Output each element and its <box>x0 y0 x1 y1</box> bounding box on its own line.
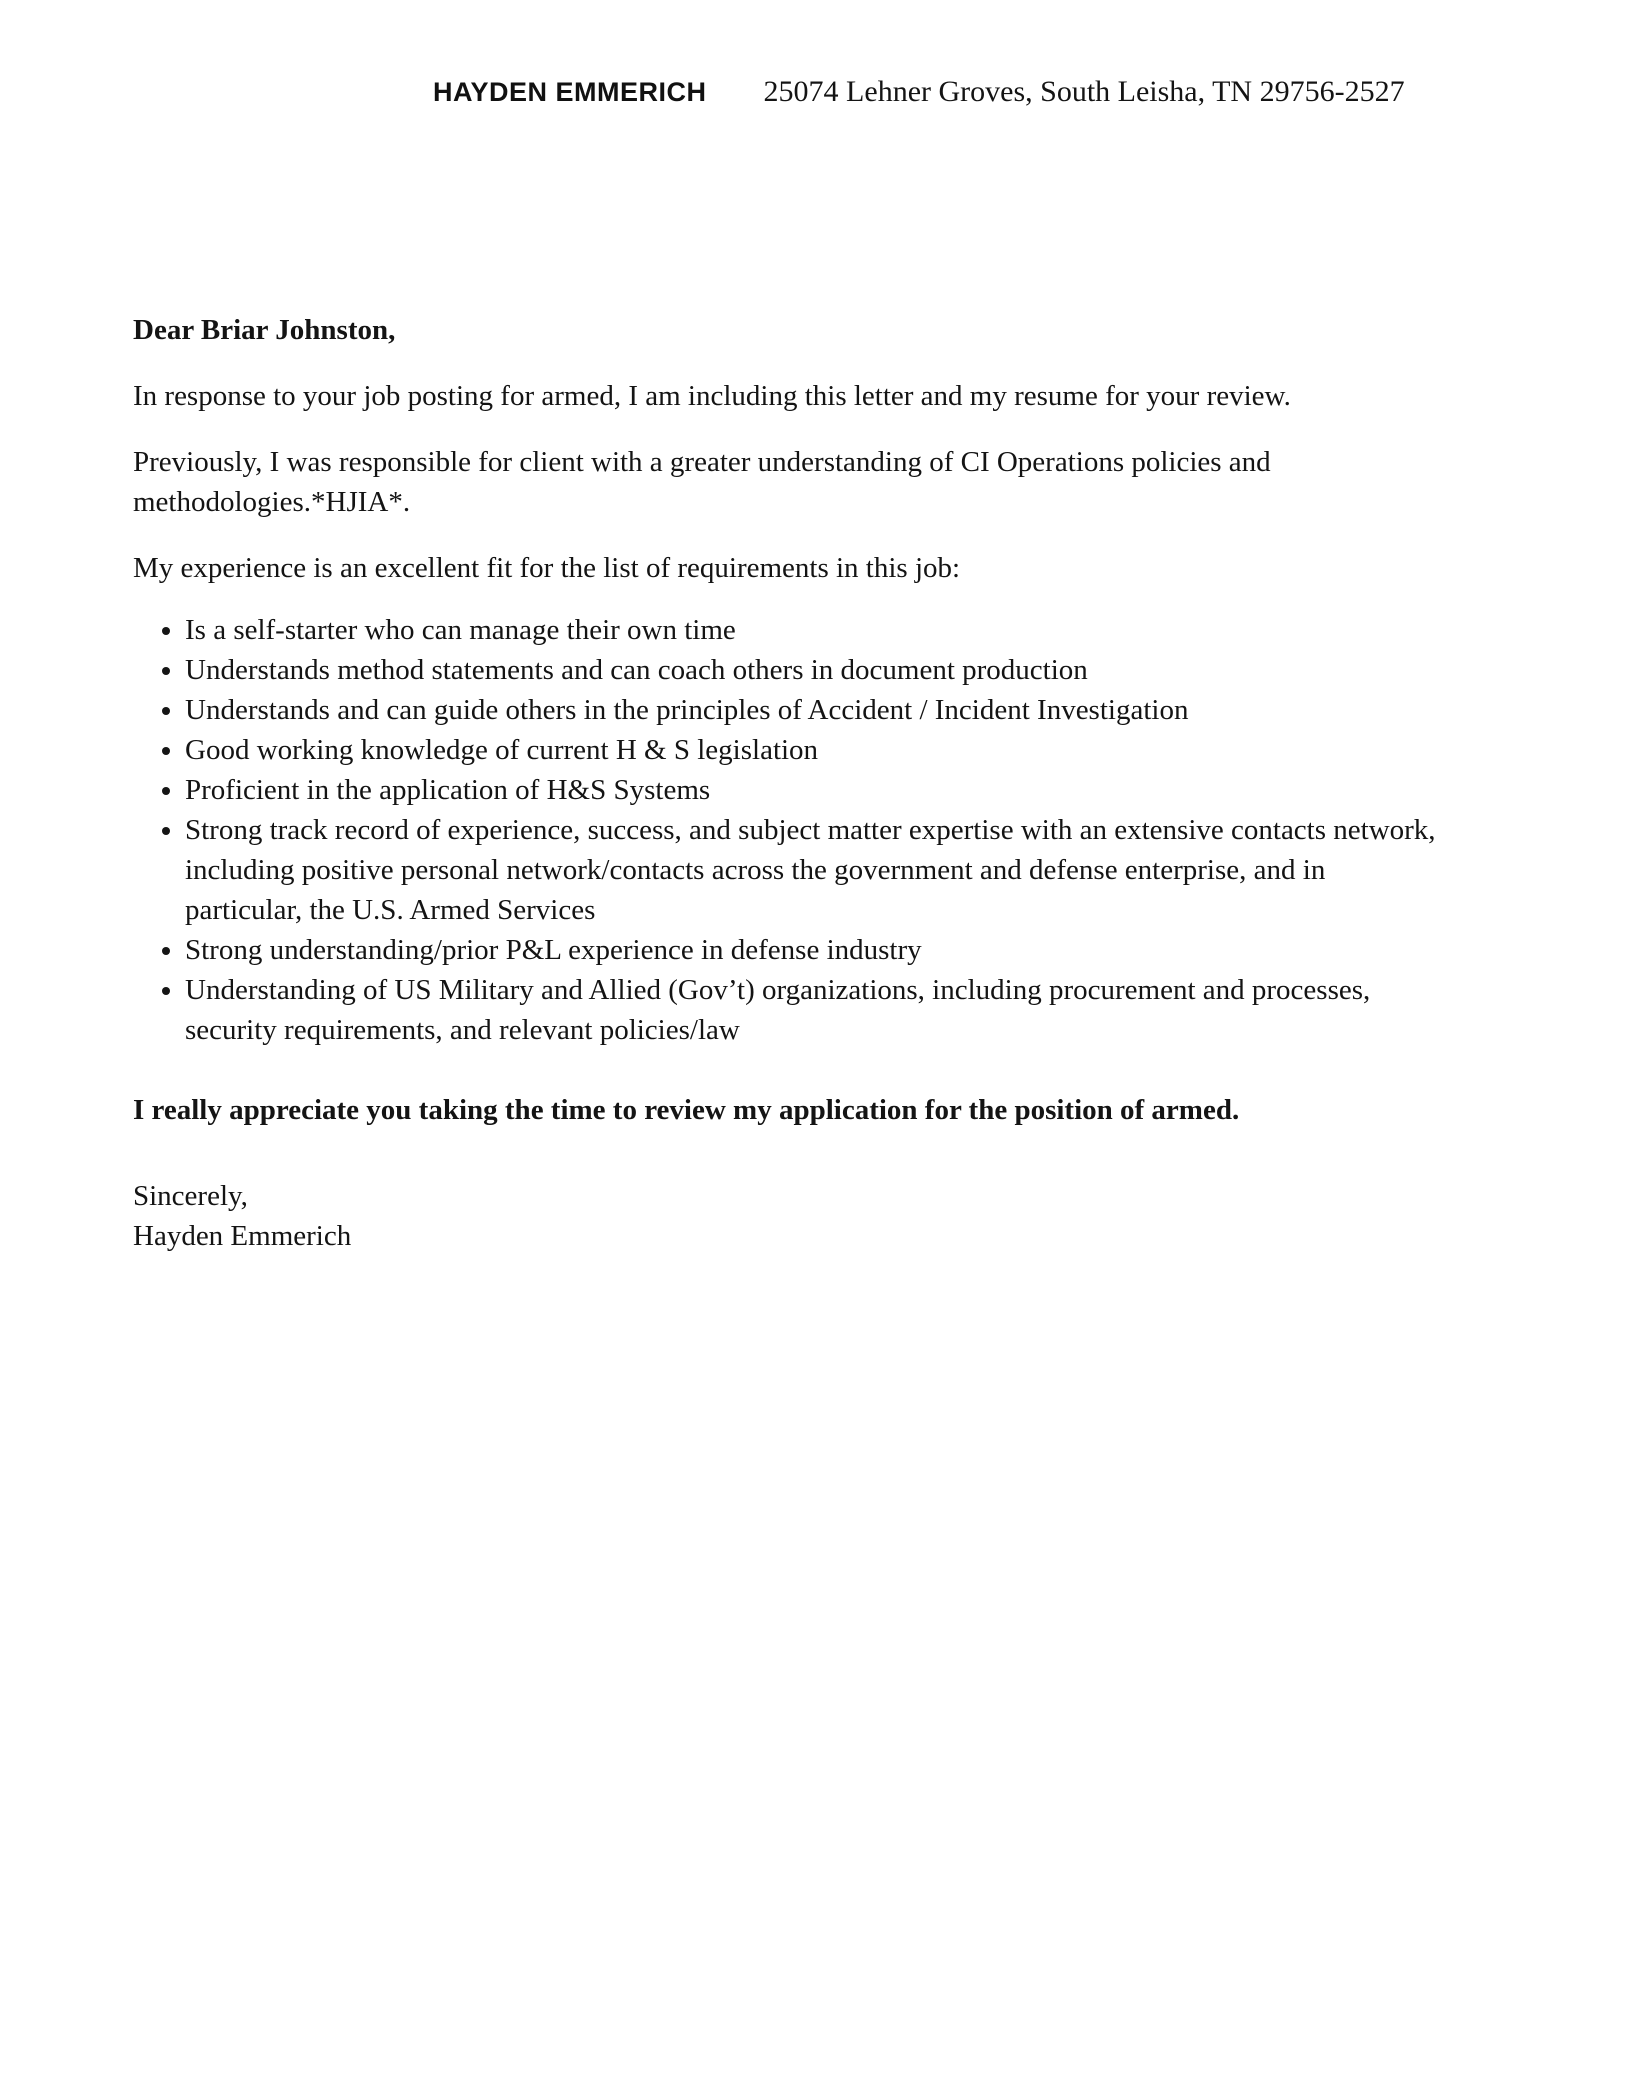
signature-name: Hayden Emmerich <box>133 1220 352 1252</box>
letter-header <box>433 72 1446 112</box>
requirement-item: • Strong understanding/prior P&L experience in defense industry <box>185 930 1446 970</box>
requirements-list <box>133 610 1446 1050</box>
paragraph-intro: In response to your job posting for armed, I am including this letter and my resume for your review. <box>133 380 1291 412</box>
requirement-item: • Understanding of US Military and Allied (Gov’t) organizations, including procurement and processes, security requirements, and relevant policies/law <box>185 970 1446 1050</box>
requirement-item: • Is a self-starter who can manage their own time <box>185 610 1446 650</box>
requirement-item: • Strong track record of experience, success, and subject matter expertise with an extensive contacts network, including positive personal network/contacts across the government and defense enterprise, and in particular, the U.S. Armed Services <box>185 810 1446 930</box>
requirement-item: • Proficient in the application of H&S Systems <box>185 770 1446 810</box>
requirement-item: • Understands and can guide others in the principles of Accident / Incident Investigation <box>185 690 1446 730</box>
requirement-item: • Good working knowledge of current H & S legislation <box>185 730 1446 770</box>
sender-name: HAYDEN EMMERICH <box>433 77 707 107</box>
sender-address: 25074 Lehner Groves, South Leisha, TN 29756-2527 <box>763 75 1405 108</box>
closing-statement: I really appreciate you taking the time to review my application for the position of armed. <box>133 1094 1240 1126</box>
paragraph-experience-lead: My experience is an excellent fit for the list of requirements in this job: <box>133 552 961 584</box>
paragraph-previous-role: Previously, I was responsible for client with a greater understanding of CI Operations policies and methodologies.*HJIA*. <box>133 446 1271 518</box>
signoff-block <box>133 1176 1446 1256</box>
salutation: Dear Briar Johnston, <box>133 314 396 346</box>
requirement-item: • Understands method statements and can coach others in document production <box>185 650 1446 690</box>
signoff: Sincerely, <box>133 1180 248 1212</box>
